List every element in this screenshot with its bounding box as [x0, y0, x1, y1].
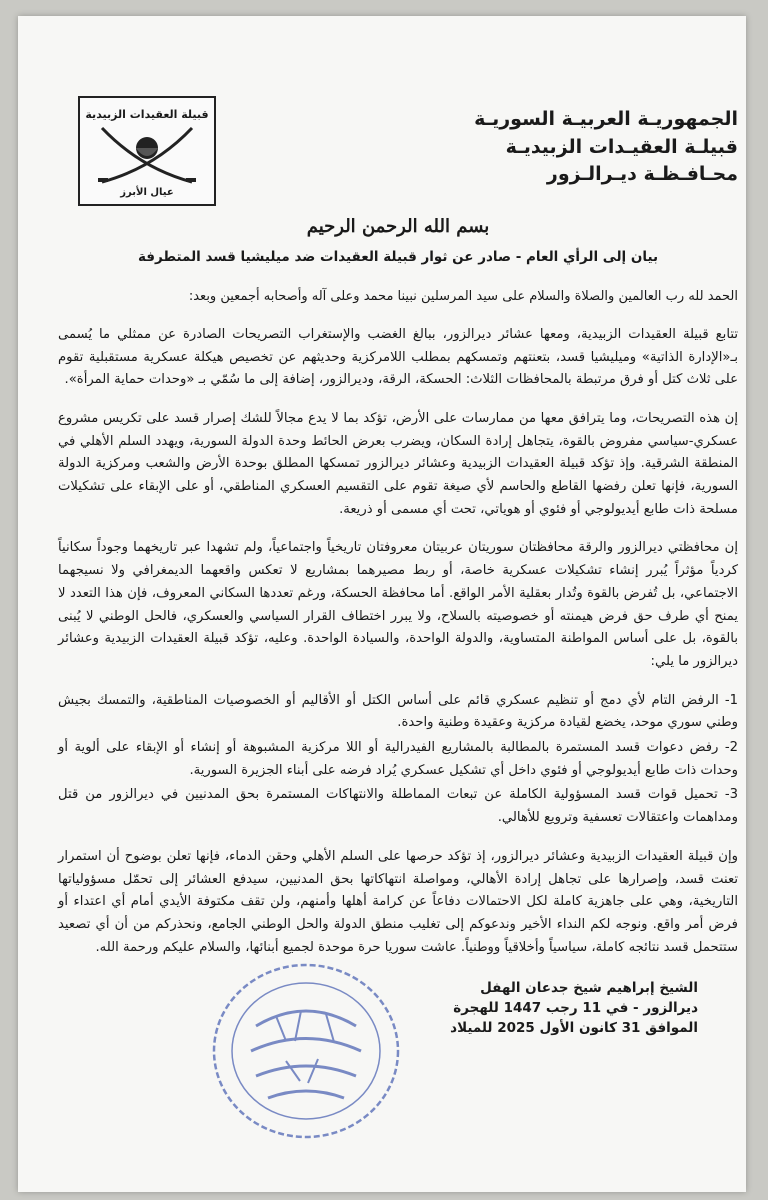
demands-list: [58, 690, 738, 830]
signatory-name: الشيخ إبراهيم شيخ جدعان الهفل: [480, 980, 698, 997]
paragraph-3: إن محافظتي ديرالزور والرقة محافظتان سوريتان عربيتان معروفتان تاريخياً واجتماعياً، ولم تشهدا عبر تاريخهما وجوداً سكانياً كردياً مؤثراً يُبرر إنشاء تشكيلات عسكرية خاصة، أو ربط مصيرهما بمشاريع لا تعكس واقعهما الديمغرافي ولا نسيجهما الاجتماعي، بل تُفرض بالقوة وتُدار بعقلية الأمر الواقع. أما محافظة الحسكة، ورغم تعددها السكاني المعروف، فإن هذا التعدد لا يمنح أي طرف حق فرض هيمنته أو خصوصيته بالسلاح، ولا يبرر اختطاف القرار السياسي والعسكري، فالحل الوطني لا يُبنى بالقوة، بل على أساس المواطنة المتساوية، والدولة الواحدة، والسيادة الواحدة. وعليه، تؤكد قبيلة العقيدات الزبيدية وعشائر ديرالزور ما يلي:: [58, 540, 738, 669]
demand-item-1: 1- الرفض التام لأي دمج أو تنظيم عسكري قائم على أساس الكتل أو الأقاليم أو الخصوصيات المناطقية، والتمسك بجيش وطني سوري موحد، يخضع لقيادة مركزية وعقيدة وطنية واحدة.: [58, 692, 738, 731]
paragraph-2: إن هذه التصريحات، وما يترافق معها من ممارسات على الأرض، تؤكد بما لا يدع مجالاً للشك إصرار قسد على تكريس مشروع عسكري-سياسي مفروض بالقوة، يتجاهل إرادة السكان، ويضرب بعرض الحائط وحدة الدولة السورية، ويهدد السلم الأهلي في المنطقة الشرقية. وإذ تؤكد قبيلة العقيدات الزبيدية وعشائر ديرالزور تمسكها المطلق بوحدة الأرض والشعب ومركزية الدولة السورية، فإنها تعلن رفضها القاطع والحاسم لأي صيغة تقوم على التقسيم العسكري المناطقي، أو على الإبقاء على تشكيلات مسلحة ذات طابع أيديولوجي أو فئوي أو هوياتي، تحت أي مسمى أو ذريعة.: [58, 410, 738, 517]
header-governorate: محـافـظـة ديـرالـزور: [546, 163, 738, 186]
official-stamp-icon: [206, 956, 406, 1146]
letterhead-text: [474, 106, 738, 189]
demand-item-2: 2- رفض دعوات قسد المستمرة بالمطالبة بالمشاريع الفيدرالية أو اللا مركزية المشبوهة أو إنشاء أو الإبقاء على ألوية أو وحدات ذات طابع أيديولوجي أو فئوي داخل أي تشكيل عسكري يُراد فرضه على أبناء الجزيرة السورية.: [58, 740, 738, 778]
logo-arc-text: قبيلة العقيدات الزبيدية: [85, 108, 209, 121]
header-tribe: قبيلـة العقيـدات الزبيديـة: [505, 135, 738, 158]
closing-paragraph: وإن قبيلة العقيدات الزبيدية وعشائر ديرالزور، إذ تؤكد حرصها على السلم الأهلي وحقن الدماء، فإنها تعلن بوضوح أن استمرار تعنت قسد، وإصرارها على تجاهل إرادة الأهالي، ومواصلة انتهاكاتها بحق المدنيين، سيدفع العشائر إلى تحمّل مسؤولياتها التاريخية، وهي على جاهزية كاملة لكل الاحتمالات دفاعاً عن كرامة أهلها وأمنهم، ولن تقف مكتوفة الأيدي أمام أي اعتداء أو فرض أمر واقع. ونوجه لكم النداء الأخير وندعوكم إلى تغليب منطق الدولة والحل الوطني الجامع، ونحذركم من أن أي تصعيد ستتحمل قسد نتائجه كاملة، سياسياً وأخلاقياً ووطنياً. عاشت سوريا حرة موحدة لجميع أبنائها، والسلام عليكم ورحمة الله.: [58, 848, 738, 955]
logo-motto: عيال الأبرز: [120, 187, 174, 198]
paragraph-1: تتابع قبيلة العقيدات الزبيدية، ومعها عشائر ديرالزور، ببالغ الغضب والإستغراب التصريحات الصادرة عن ممثلي ما يُسمى بـ«الإدارة الذاتية» وميليشيا قسد، بتعنتهم وتمسكهم بمطلب اللامركزية وحديثهم عن تخصيص هيكلة عسكرية مستقبلية تقوم على ثلاث كتل أو فرق مرتبطة بالمحافظات الثلاث: الحسكة، الرقة، وديرالزور، إضافة إلى ما سُمّي بـ «وحدات حماية المرأة».: [58, 326, 738, 388]
signature-date-hijri: ديرالزور - في 11 رجب 1447 للهجرة: [453, 999, 698, 1016]
document-sheet: [18, 16, 746, 1192]
document-page: [58, 96, 738, 1038]
letterhead: [58, 96, 738, 216]
demand-item-3: 3- تحميل قوات قسد المسؤولية الكاملة عن تبعات المماطلة والانتهاكات المستمرة بحق المدنيين في ديرالزور من قتل ومداهمات واعتقالات تعسفية وترويع للأهالي.: [58, 787, 738, 826]
header-country: الجمهوريـة العربيـة السوريـة: [474, 108, 738, 130]
statement-intro: الحمد لله رب العالمين والصلاة والسلام على سيد المرسلين نبينا محمد وعلى آله وأصحابه أجمعين وبعد:: [188, 289, 738, 304]
statement-subject: بيان إلى الرأي العام - صادر عن ثوار قبيلة العقيدات ضد ميليشيا قسد المتطرفة: [137, 249, 659, 265]
basmala: بسم الله الرحمن الرحيم: [306, 216, 490, 237]
signature-date-gregorian: الموافق 31 كانون الأول 2025 للميلاد: [450, 1019, 698, 1036]
tribe-logo: [78, 96, 216, 206]
